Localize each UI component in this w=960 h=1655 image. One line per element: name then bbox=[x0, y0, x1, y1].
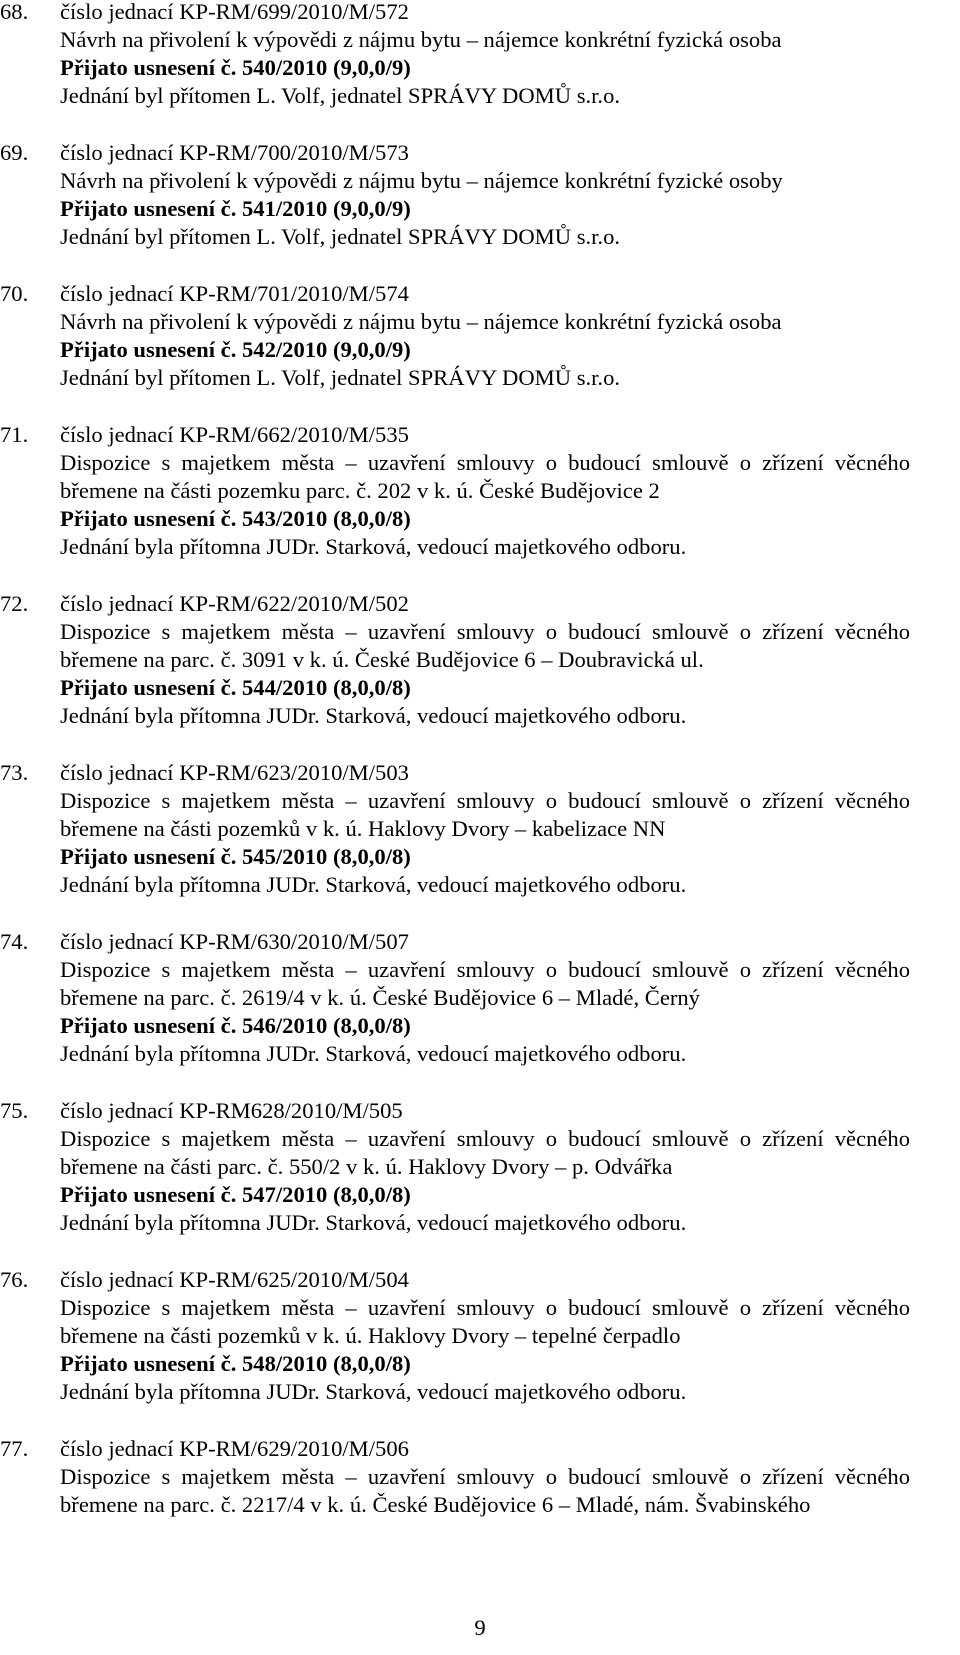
page-number: 9 bbox=[474, 1615, 486, 1640]
attendance-note: Jednání byla přítomna JUDr. Starková, vedoucí majetkového odboru. bbox=[60, 872, 687, 897]
item-description-line: Dispozice s majetkem města – uzavření smlouvy o budoucí smlouvě o zřízení věcného bbox=[60, 788, 910, 813]
item-number: 77. bbox=[0, 1436, 29, 1461]
resolution: Přijato usnesení č. 546/2010 (8,0,0/8) bbox=[60, 1013, 411, 1038]
item-description-line: Dispozice s majetkem města – uzavření smlouvy o budoucí smlouvě o zřízení věcného bbox=[60, 450, 910, 475]
resolution: Přijato usnesení č. 547/2010 (8,0,0/8) bbox=[60, 1182, 411, 1207]
item-number: 73. bbox=[0, 760, 29, 785]
attendance-note: Jednání byl přítomen L. Volf, jednatel SPRÁVY DOMŮ s.r.o. bbox=[60, 83, 621, 108]
item-number: 71. bbox=[0, 422, 29, 447]
item-description-line: břemene na části pozemku parc. č. 202 v k. ú. České Budějovice 2 bbox=[60, 478, 660, 503]
agenda-item bbox=[0, 590, 960, 730]
item-description-line: břemene na části parc. č. 550/2 v k. ú. Haklovy Dvory – p. Odvářka bbox=[60, 1154, 673, 1179]
agenda-item bbox=[0, 1266, 960, 1406]
reference-number: číslo jednací KP-RM/700/2010/M/573 bbox=[60, 140, 409, 165]
resolution: Přijato usnesení č. 540/2010 (9,0,0/9) bbox=[60, 55, 411, 80]
agenda-item bbox=[0, 928, 960, 1068]
attendance-note: Jednání byl přítomen L. Volf, jednatel SPRÁVY DOMŮ s.r.o. bbox=[60, 224, 621, 249]
reference-number: číslo jednací KP-RM/699/2010/M/572 bbox=[60, 0, 409, 24]
item-number: 74. bbox=[0, 929, 29, 954]
agenda-item bbox=[0, 1097, 960, 1237]
item-description-line: Dispozice s majetkem města – uzavření smlouvy o budoucí smlouvě o zřízení věcného bbox=[60, 1295, 910, 1320]
resolution: Přijato usnesení č. 542/2010 (9,0,0/9) bbox=[60, 337, 411, 362]
agenda-item bbox=[0, 421, 960, 561]
reference-number: číslo jednací KP-RM/623/2010/M/503 bbox=[60, 760, 409, 785]
item-description-line: Návrh na přivolení k výpovědi z nájmu bytu – nájemce konkrétní fyzická osoba bbox=[60, 309, 782, 334]
attendance-note: Jednání byla přítomna JUDr. Starková, vedoucí majetkového odboru. bbox=[60, 1210, 687, 1235]
item-description-line: břemene na části pozemků v k. ú. Haklovy Dvory – tepelné čerpadlo bbox=[60, 1323, 681, 1348]
attendance-note: Jednání byla přítomna JUDr. Starková, vedoucí majetkového odboru. bbox=[60, 1041, 687, 1066]
attendance-note: Jednání byla přítomna JUDr. Starková, vedoucí majetkového odboru. bbox=[60, 534, 687, 559]
item-number: 76. bbox=[0, 1267, 29, 1292]
resolution: Přijato usnesení č. 545/2010 (8,0,0/8) bbox=[60, 844, 411, 869]
reference-number: číslo jednací KP-RM/662/2010/M/535 bbox=[60, 422, 409, 447]
item-description-line: břemene na parc. č. 2619/4 v k. ú. České Budějovice 6 – Mladé, Černý bbox=[60, 985, 700, 1010]
item-number: 70. bbox=[0, 281, 29, 306]
item-description-line: břemene na parc. č. 3091 v k. ú. České Budějovice 6 – Doubravická ul. bbox=[60, 647, 704, 672]
reference-number: číslo jednací KP-RM/630/2010/M/507 bbox=[60, 929, 409, 954]
resolution: Přijato usnesení č. 548/2010 (8,0,0/8) bbox=[60, 1351, 411, 1376]
reference-number: číslo jednací KP-RM/625/2010/M/504 bbox=[60, 1267, 409, 1292]
item-description-line: Návrh na přivolení k výpovědi z nájmu bytu – nájemce konkrétní fyzické osoby bbox=[60, 168, 783, 193]
item-description-line: Dispozice s majetkem města – uzavření smlouvy o budoucí smlouvě o zřízení věcného bbox=[60, 1126, 910, 1151]
item-number: 69. bbox=[0, 140, 29, 165]
item-number: 68. bbox=[0, 0, 29, 24]
agenda-item bbox=[0, 280, 960, 392]
item-description-line: břemene na části pozemků v k. ú. Haklovy Dvory – kabelizace NN bbox=[60, 816, 666, 841]
item-description-line: Dispozice s majetkem města – uzavření smlouvy o budoucí smlouvě o zřízení věcného bbox=[60, 1464, 910, 1489]
item-description-line: břemene na parc. č. 2217/4 v k. ú. České Budějovice 6 – Mladé, nám. Švabinského bbox=[60, 1492, 811, 1517]
attendance-note: Jednání byla přítomna JUDr. Starková, vedoucí majetkového odboru. bbox=[60, 703, 687, 728]
attendance-note: Jednání byla přítomna JUDr. Starková, vedoucí majetkového odboru. bbox=[60, 1379, 687, 1404]
resolution: Přijato usnesení č. 543/2010 (8,0,0/8) bbox=[60, 506, 411, 531]
resolution: Přijato usnesení č. 541/2010 (9,0,0/9) bbox=[60, 196, 411, 221]
item-number: 75. bbox=[0, 1098, 29, 1123]
resolution: Přijato usnesení č. 544/2010 (8,0,0/8) bbox=[60, 675, 411, 700]
reference-number: číslo jednací KP-RM/629/2010/M/506 bbox=[60, 1436, 409, 1461]
item-description-line: Návrh na přivolení k výpovědi z nájmu bytu – nájemce konkrétní fyzická osoba bbox=[60, 27, 782, 52]
item-description-line: Dispozice s majetkem města – uzavření smlouvy o budoucí smlouvě o zřízení věcného bbox=[60, 957, 910, 982]
reference-number: číslo jednací KP-RM/622/2010/M/502 bbox=[60, 591, 409, 616]
agenda-item bbox=[0, 0, 960, 110]
item-number: 72. bbox=[0, 591, 29, 616]
agenda-item bbox=[0, 1435, 960, 1519]
reference-number: číslo jednací KP-RM628/2010/M/505 bbox=[60, 1098, 403, 1123]
attendance-note: Jednání byl přítomen L. Volf, jednatel SPRÁVY DOMŮ s.r.o. bbox=[60, 365, 621, 390]
agenda-item bbox=[0, 759, 960, 899]
reference-number: číslo jednací KP-RM/701/2010/M/574 bbox=[60, 281, 409, 306]
agenda-item bbox=[0, 139, 960, 251]
item-description-line: Dispozice s majetkem města – uzavření smlouvy o budoucí smlouvě o zřízení věcného bbox=[60, 619, 910, 644]
